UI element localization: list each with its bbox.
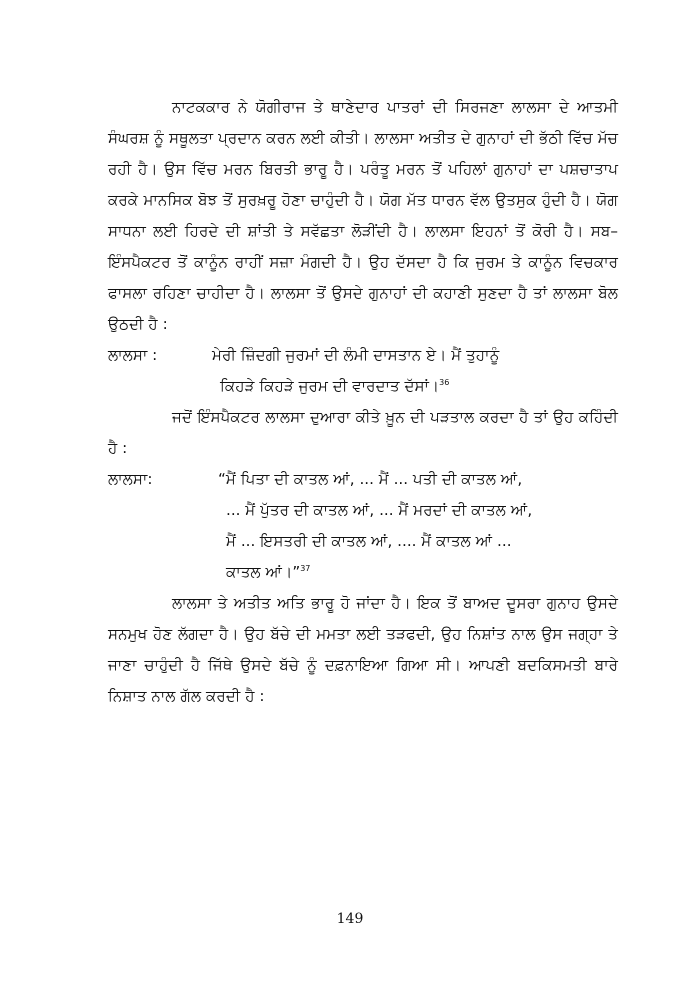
quote-line: ਕਾਤਲ ਆਂ।”	[226, 563, 301, 581]
footnote-marker: 37	[300, 564, 311, 573]
paragraph-3: ਲਾਲਸਾ ਤੇ ਅਤੀਤ ਅਤਿ ਭਾਰੂ ਹੋ ਜਾਂਦਾ ਹੈ। ਇਕ ਤੋਂ ਬਾਅਦ ਦੂਸਰਾ ਗੁਨਾਹ ਉਸਦੇ ਸਨਮੁਖ ਹੋਣ ਲੱਗਦਾ ਹੈ। ਉਹ ਬੱਚੇ ਦੀ ਮਮਤਾ ਲਈ ਤੜਫਦੀ, ਉਹ ਨਿਸ਼ਾਂਤ ਨਾਲ ਉਸ ਜਗ੍ਹਾ ਤੇ ਜਾਣਾ ਚਾਹੁੰਦੀ ਹੈ ਜਿੱਥੇ ਉਸਦੇ ਬੱਚੇ ਨੂੰ ਦਫ਼ਨਾਇਆ ਗਿਆ ਸੀ। ਆਪਣੀ ਬਦਕਿਸਮਤੀ ਬਾਰੇ ਨਿਸ਼ਾਤ ਨਾਲ ਗੱਲ ਕਰਦੀ ਹੈ :	[108, 594, 618, 705]
quote-text	[212, 340, 618, 402]
quote-text	[218, 464, 618, 588]
quote-line: ਕਿਹੜੇ ਕਿਹੜੇ ਜੁਰਮ ਦੀ ਵਾਰਦਾਤ ਦੱਸਾਂ।	[220, 377, 440, 395]
quote-line: ਮੇਰੀ ਜ਼ਿੰਦਗੀ ਜੁਰਮਾਂ ਦੀ ਲੰਮੀ ਦਾਸਤਾਨ ਏ। ਮੈਂ ਤੁਹਾਨੂੰ	[212, 346, 500, 364]
speaker-label: ਲਾਲਸਾ:	[108, 470, 153, 488]
paragraph-2: ਜਦੋਂ ਇੰਸਪੈਕਟਰ ਲਾਲਸਾ ਦੁਆਰਾ ਕੀਤੇ ਖ਼ੂਨ ਦੀ ਪੜਤਾਲ ਕਰਦਾ ਹੈ ਤਾਂ ਉਹ ਕਹਿੰਦੀ ਹੈ :	[108, 408, 618, 457]
quote-line-with-footnote	[218, 557, 618, 588]
page-body	[108, 92, 618, 712]
quote-line: ... ਮੈਂ ਪੁੱਤਰ ਦੀ ਕਾਤਲ ਆਂ, ... ਮੈਂ ਮਰਦਾਂ ਦੀ ਕਾਤਲ ਆਂ,	[226, 501, 533, 519]
quote-line: “ਮੈਂ ਪਿਤਾ ਦੀ ਕਾਤਲ ਆਂ, ... ਮੈਂ ... ਪਤੀ ਦੀ ਕਾਤਲ ਆਂ,	[218, 470, 523, 488]
footnote-marker: 36	[439, 378, 450, 387]
quote-line-with-footnote	[212, 371, 618, 402]
dialogue-quote-2	[108, 464, 618, 588]
page-number: 149	[336, 911, 364, 927]
paragraph-1: ਨਾਟਕਕਾਰ ਨੇ ਯੋਗੀਰਾਜ ਤੇ ਥਾਣੇਦਾਰ ਪਾਤਰਾਂ ਦੀ ਸਿਰਜਣਾ ਲਾਲਸਾ ਦੇ ਆਤਮੀ ਸੰਘਰਸ਼ ਨੂੰ ਸਥੂਲਤਾ ਪ੍ਰਦਾਨ ਕਰਨ ਲਈ ਕੀਤੀ। ਲਾਲਸਾ ਅਤੀਤ ਦੇ ਗੁਨਾਹਾਂ ਦੀ ਭੱਠੀ ਵਿੱਚ ਮੱਚ ਰਹੀ ਹੈ। ਉਸ ਵਿੱਚ ਮਰਨ ਬਿਰਤੀ ਭਾਰੂ ਹੈ। ਪਰੰਤੂ ਮਰਨ ਤੋਂ ਪਹਿਲਾਂ ਗੁਨਾਹਾਂ ਦਾ ਪਸ਼ਚਾਤਾਪ ਕਰਕੇ ਮਾਨਸਿਕ ਬੋਝ ਤੋਂ ਸੁਰਖ਼ਰੂ ਹੋਣਾ ਚਾਹੁੰਦੀ ਹੈ। ਯੋਗ ਮੱਤ ਧਾਰਨ ਵੱਲ ਉਤਸੁਕ ਹੁੰਦੀ ਹੈ। ਯੋਗ ਸਾਧਨਾ ਲਈ ਹਿਰਦੇ ਦੀ ਸ਼ਾਂਤੀ ਤੇ ਸਵੱਛਤਾ ਲੋੜੀਂਦੀ ਹੈ। ਲਾਲਸਾ ਇਹਨਾਂ ਤੋਂ ਕੋਰੀ ਹੈ। ਸਬ–ਇੰਸਪੈਕਟਰ ਤੋਂ ਕਾਨੂੰਨ ਰਾਹੀਂ ਸਜ਼ਾ ਮੰਗਦੀ ਹੈ। ਉਹ ਦੱਸਦਾ ਹੈ ਕਿ ਜੁਰਮ ਤੇ ਕਾਨੂੰਨ ਵਿਚਕਾਰ ਫਾਸਲਾ ਰਹਿਣਾ ਚਾਹੀਦਾ ਹੈ। ਲਾਲਸਾ ਤੋਂ ਉਸਦੇ ਗੁਨਾਹਾਂ ਦੀ ਕਹਾਣੀ ਸੁਣਦਾ ਹੈ ਤਾਂ ਲਾਲਸਾ ਬੋਲ ਉਠਦੀ ਹੈ :	[108, 98, 618, 333]
speaker-label: ਲਾਲਸਾ :	[108, 346, 158, 364]
quote-line: ਮੈਂ ... ਇਸਤਰੀ ਦੀ ਕਾਤਲ ਆਂ, .... ਮੈਂ ਕਾਤਲ ਆਂ ...	[226, 532, 512, 550]
dialogue-quote-1	[108, 340, 618, 402]
